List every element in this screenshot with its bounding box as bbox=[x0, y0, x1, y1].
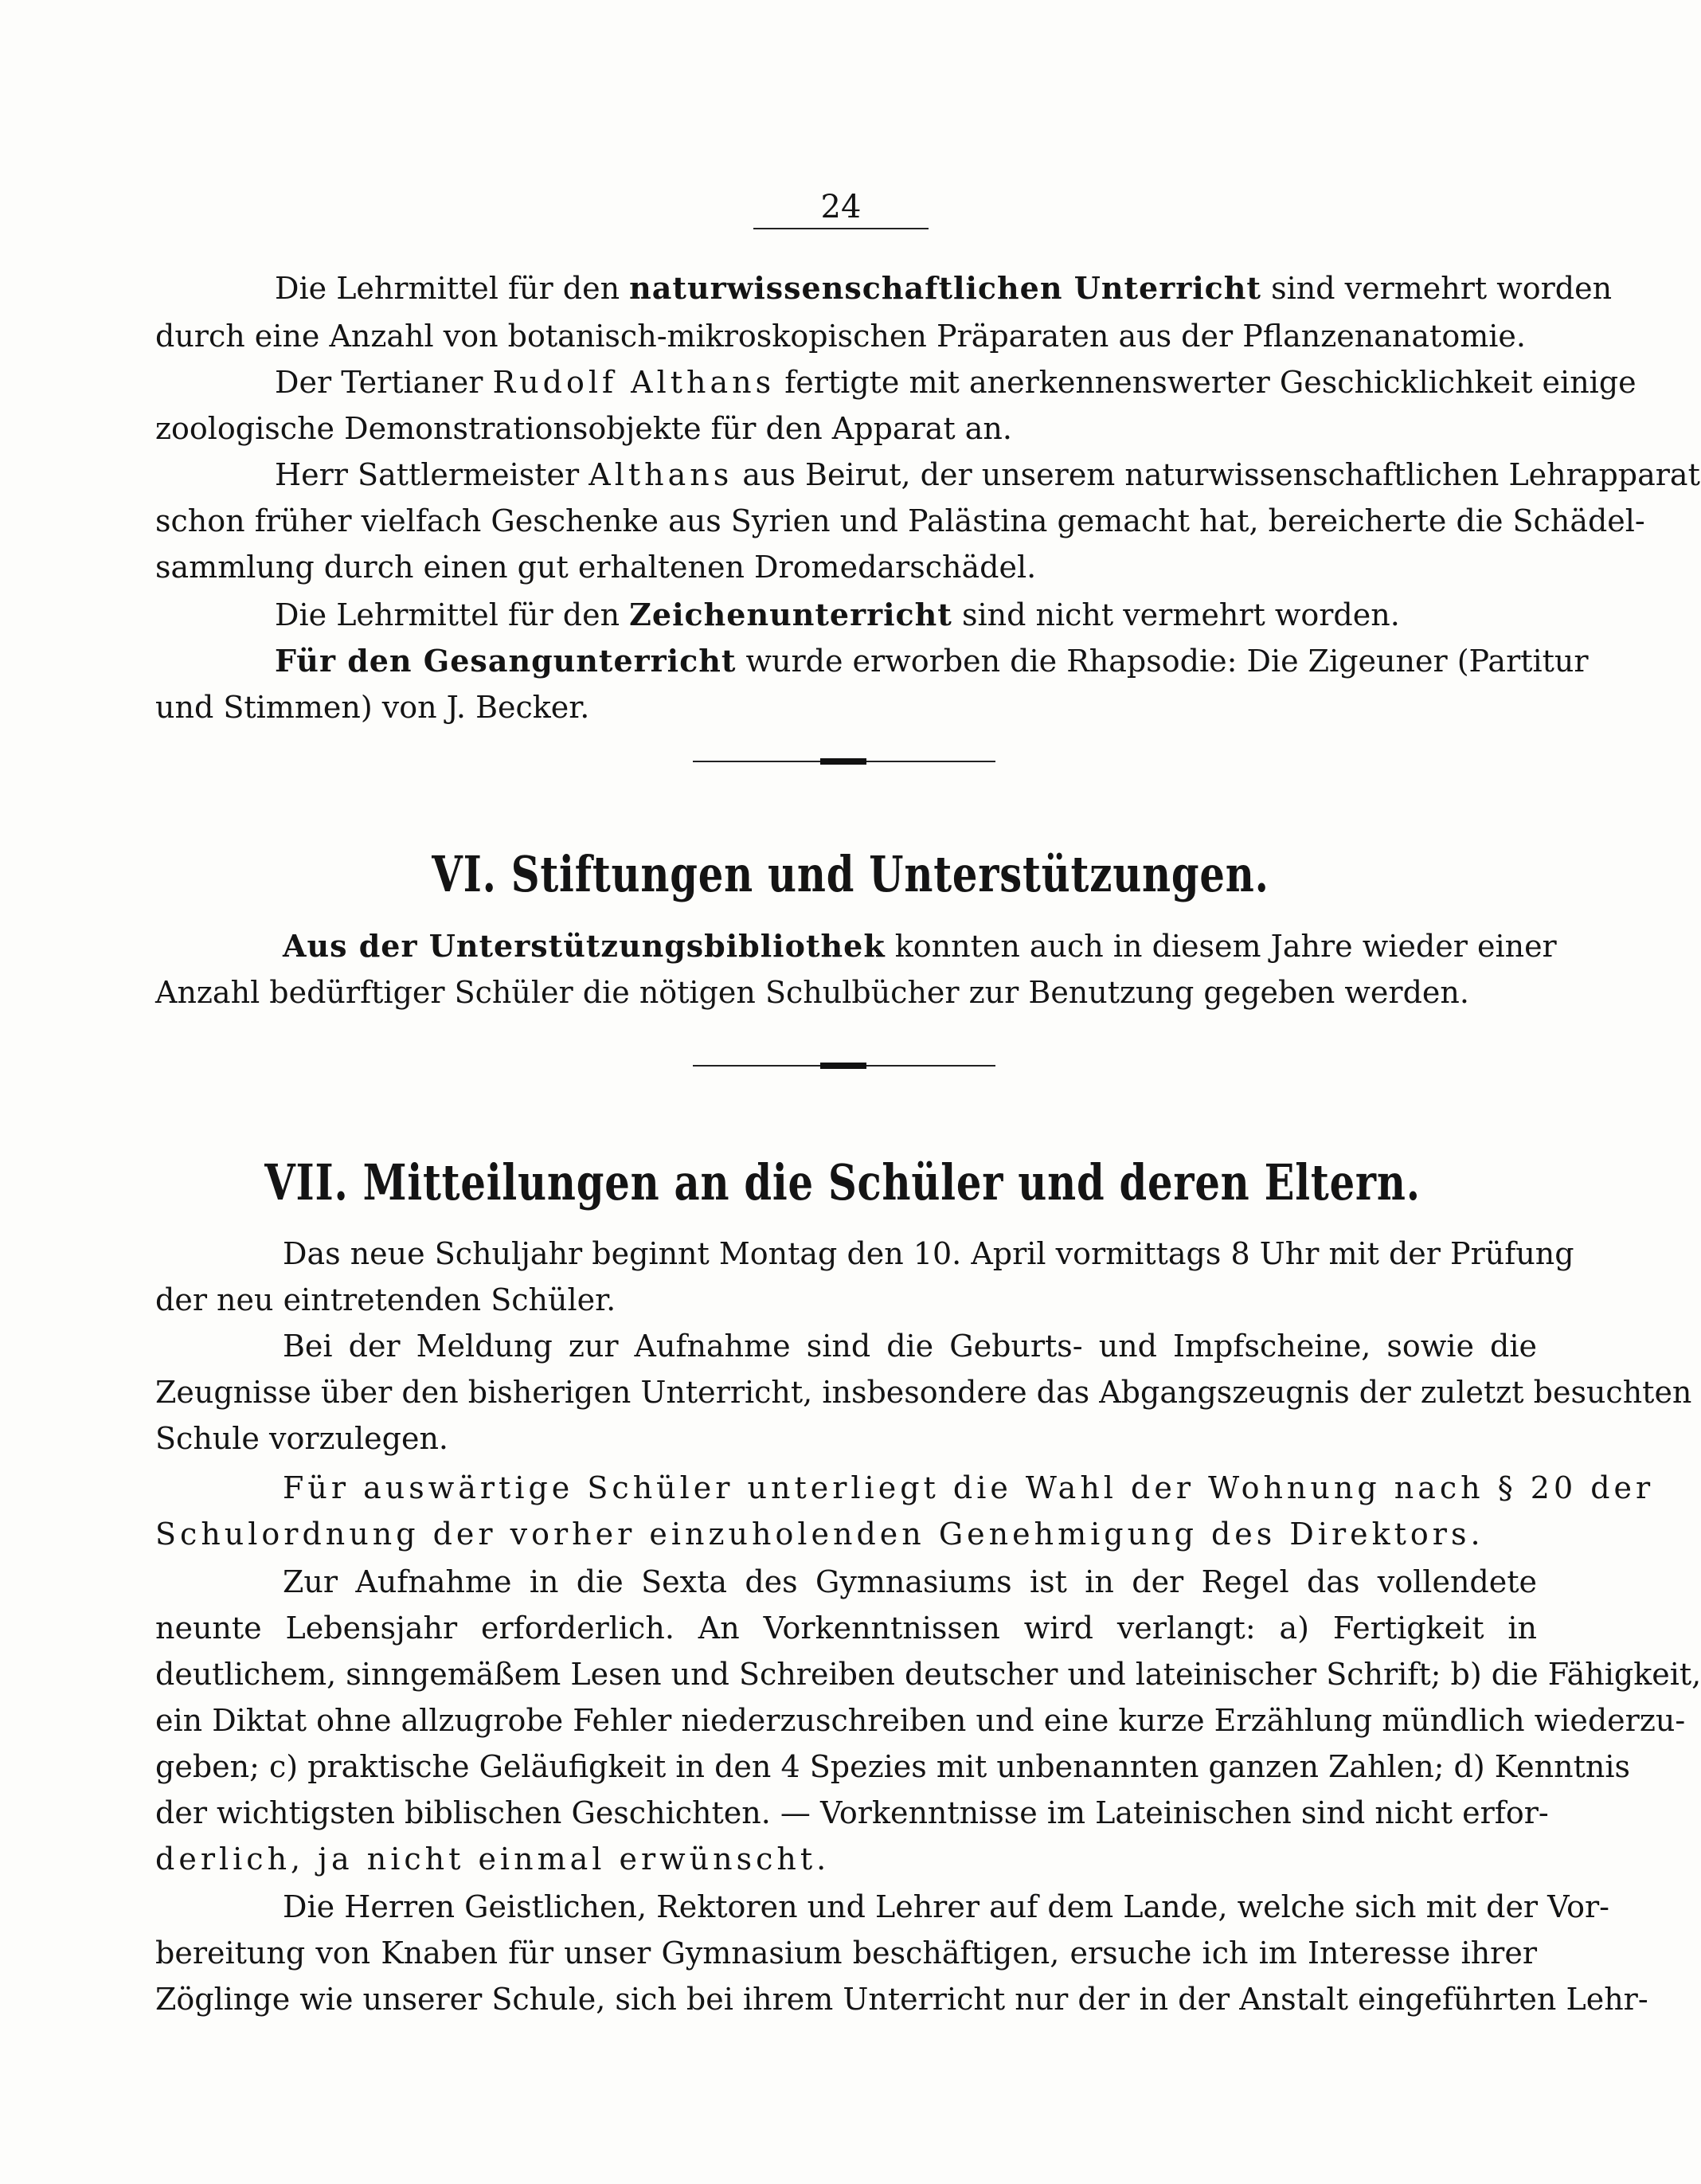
text-line: Zur Aufnahme in die Sexta des Gymnasiums ist in der Regel das vollendete bbox=[283, 1564, 1537, 1599]
text-line: geben; c) praktische Geläufigkeit in den 4 Spezies mit unbenannten ganzen Zahlen; d) Kenntnis bbox=[155, 1749, 1630, 1784]
text-line: Die Herren Geistlichen, Rektoren und Lehrer auf dem Lande, welche sich mit der Vor- bbox=[283, 1889, 1610, 1924]
text-line: deutlichem, sinngemäßem Lesen und Schreiben deutscher und lateinischer Schrift; b) die Fähigkeit, bbox=[155, 1657, 1701, 1692]
text-line: Aus der Unterstützungsbibliothek konnten auch in diesem Jahre wieder einer bbox=[283, 928, 1557, 964]
page-number-rule bbox=[753, 228, 929, 229]
text-line: schon früher vielfach Geschenke aus Syrien und Palästina gemacht hat, bereicherte die Schädel- bbox=[155, 503, 1645, 538]
section-heading: VII. Mitteilungen an die Schüler und deren Eltern. bbox=[264, 1153, 1421, 1211]
text-line: durch eine Anzahl von botanisch-mikroskopischen Präparaten aus der Pflanzenanatomie. bbox=[155, 319, 1526, 354]
text-line: Für auswärtige Schüler unterliegt die Wahl der Wohnung nach § 20 der bbox=[283, 1470, 1655, 1505]
text-line: bereitung von Knaben für unser Gymnasium beschäftigen, ersuche ich im Interesse ihrer bbox=[155, 1935, 1537, 1971]
text-line: Bei der Meldung zur Aufnahme sind die Geburts- und Impfscheine, sowie die bbox=[283, 1329, 1537, 1364]
text-line: neunte Lebensjahr erforderlich. An Vorkenntnissen wird verlangt: a) Fertigkeit in bbox=[155, 1611, 1537, 1646]
text-line: Schulordnung der vorher einzuholenden Genehmigung des Direktors. bbox=[155, 1517, 1484, 1552]
text-line: zoologische Demonstrationsobjekte für den Apparat an. bbox=[155, 411, 1012, 446]
text-line: Anzahl bedürftiger Schüler die nötigen Schulbücher zur Benutzung gegeben werden. bbox=[155, 975, 1469, 1010]
text-line: derlich, ja nicht einmal erwünscht. bbox=[155, 1842, 831, 1877]
text-line: Zöglinge wie unserer Schule, sich bei ihrem Unterricht nur der in der Anstalt eingeführten Lehr- bbox=[155, 1982, 1648, 2017]
text-line: und Stimmen) von J. Becker. bbox=[155, 690, 590, 725]
text-line: der wichtigsten biblischen Geschichten. — Vorkenntnisse im Lateinischen sind nicht erfor- bbox=[155, 1795, 1549, 1830]
text-line: Schule vorzulegen. bbox=[155, 1421, 448, 1456]
text-line: sammlung durch einen gut erhaltenen Dromedarschädel. bbox=[155, 550, 1037, 585]
text-line: der neu eintretenden Schüler. bbox=[155, 1282, 616, 1317]
text-line: Der Tertianer Rudolf Althans fertigte mit anerkennenswerter Geschicklichkeit einige bbox=[275, 365, 1636, 400]
text-line: Das neue Schuljahr beginnt Montag den 10. April vormittags 8 Uhr mit der Prüfung bbox=[283, 1236, 1574, 1271]
text-line: Die Lehrmittel für den naturwissenschaftlichen Unterricht sind vermehrt worden bbox=[275, 270, 1613, 306]
section-separator bbox=[693, 1065, 995, 1067]
text-line: ein Diktat ohne allzugrobe Fehler niederzuschreiben und eine kurze Erzählung mündlich wiederzu- bbox=[155, 1703, 1686, 1738]
section-separator bbox=[693, 761, 995, 762]
section-heading: VI. Stiftungen und Unterstützungen. bbox=[432, 845, 1269, 903]
text-line: Zeugnisse über den bisherigen Unterricht, insbesondere das Abgangszeugnis der zuletzt besuchten bbox=[155, 1375, 1692, 1410]
text-line: Für den Gesangunterricht wurde erworben die Rhapsodie: Die Zigeuner (Partitur bbox=[275, 643, 1589, 679]
text-line: Herr Sattlermeister Althans aus Beirut, der unserem naturwissenschaftlichen Lehrapparat bbox=[275, 457, 1700, 492]
page-number: 24 bbox=[820, 189, 862, 225]
text-line: Die Lehrmittel für den Zeichenunterricht sind nicht vermehrt worden. bbox=[275, 597, 1400, 632]
